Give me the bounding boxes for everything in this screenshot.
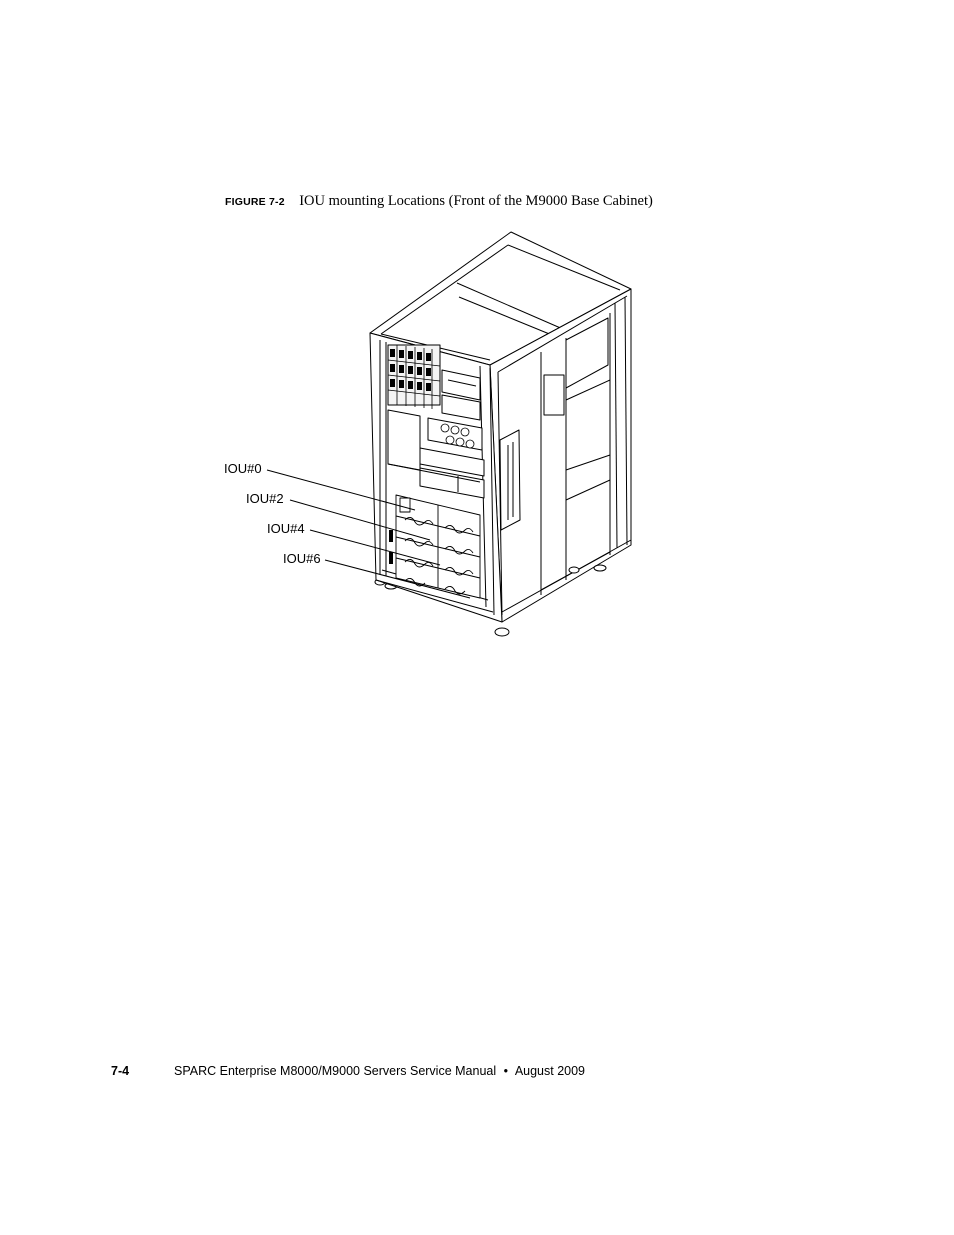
page-number: 7-4 bbox=[111, 1064, 130, 1078]
callout-iou6: IOU#6 bbox=[283, 551, 321, 566]
callout-iou4: IOU#4 bbox=[267, 521, 305, 536]
manual-title: SPARC Enterprise M8000/M9000 Servers Service Manual bbox=[174, 1064, 497, 1078]
footer-text bbox=[174, 1064, 585, 1078]
callout-iou2: IOU#2 bbox=[246, 491, 284, 506]
footer-date: August 2009 bbox=[514, 1064, 586, 1078]
figure-caption-text: IOU mounting Locations (Front of the M9000 Base Cabinet) bbox=[299, 193, 653, 209]
figure-label: FIGURE 7-2 bbox=[225, 196, 285, 208]
callout-iou0: IOU#0 bbox=[224, 461, 262, 476]
footer-separator: • bbox=[503, 1064, 509, 1078]
